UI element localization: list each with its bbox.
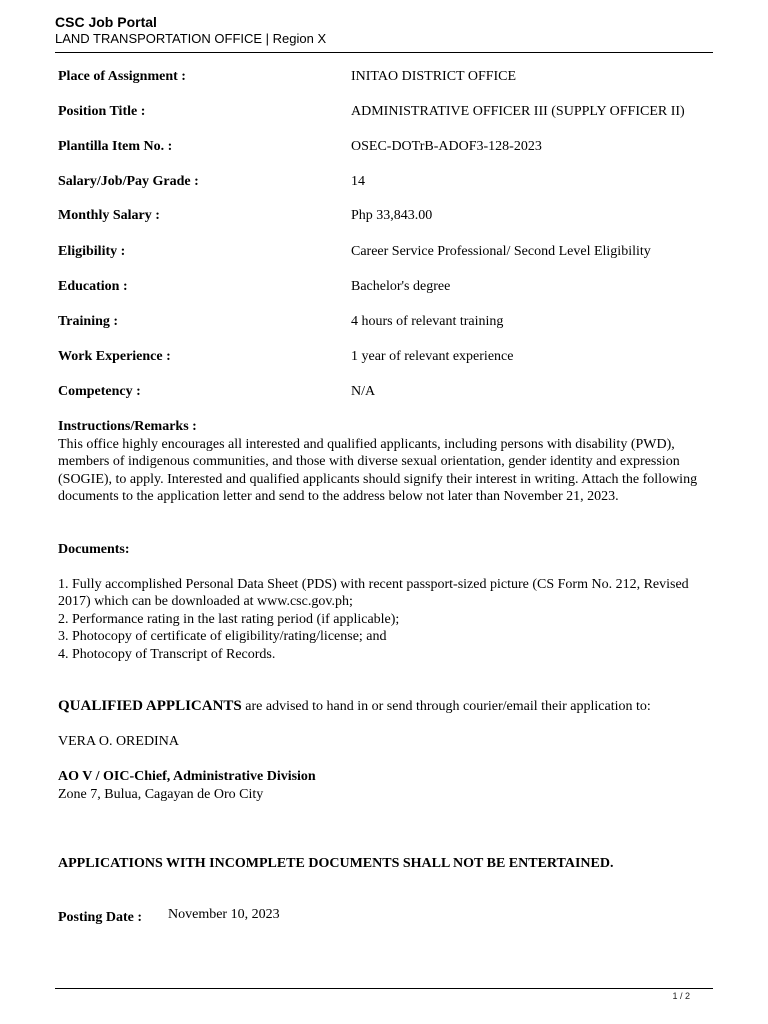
field-value: OSEC-DOTrB-ADOF3-128-2023 <box>351 139 542 154</box>
field-plantilla-item-no <box>58 139 718 159</box>
qualified-applicants-label: QUALIFIED APPLICANTS <box>58 698 242 714</box>
list-item: 4. Photocopy of Transcript of Records. <box>58 646 276 662</box>
field-label: Place of Assignment : <box>58 69 186 84</box>
page-number: 1 / 2 <box>672 991 690 1001</box>
field-label: Training : <box>58 314 119 329</box>
field-label: Plantilla Item No. : <box>58 139 173 154</box>
field-label: Monthly Salary : <box>58 208 160 223</box>
list-item: 1. Fully accomplished Personal Data Sheet (PDS) with recent passport-sized picture (CS Form No. 212, Revised 2017) which can be downloaded at www.csc.gov.ph; <box>58 576 689 609</box>
field-value: 14 <box>351 174 365 189</box>
field-label: Competency : <box>58 384 141 399</box>
instructions-text: This office highly encourages all interested and qualified applicants, including persons with disability (PWD), members of indigenous communities, and those with diverse sexual orientation, gender identity and expression (SOGIE), to apply. Interested and qualified applicants should signify their interest in writing. Attach the following documents to the application letter and send to the address below not later than November 21, 2023. <box>58 436 698 504</box>
contact-title: AO V / OIC-Chief, Administrative Division <box>58 769 316 784</box>
office-line: LAND TRANSPORTATION OFFICE | Region X <box>55 31 327 46</box>
field-competency <box>58 384 718 404</box>
instructions-section <box>58 418 714 506</box>
documents-heading: Documents: <box>58 542 130 557</box>
field-eligibility <box>58 244 718 264</box>
field-value: N/A <box>351 384 376 399</box>
contact-address: Zone 7, Bulua, Cagayan de Oro City <box>58 786 264 802</box>
page-header <box>55 14 715 47</box>
field-education <box>58 279 718 299</box>
field-monthly-salary <box>58 208 718 228</box>
instructions-heading: Instructions/Remarks : <box>58 419 197 434</box>
field-place-of-assignment <box>58 69 718 89</box>
list-item: 3. Photocopy of certificate of eligibility/rating/license; and <box>58 629 387 644</box>
field-value: 1 year of relevant experience <box>351 349 514 364</box>
field-label: Eligibility : <box>58 244 126 259</box>
documents-list <box>58 576 714 664</box>
field-position-title <box>58 104 718 124</box>
field-label: Work Experience : <box>58 349 171 364</box>
field-value: ADMINISTRATIVE OFFICER III (SUPPLY OFFICER II) <box>351 104 685 119</box>
field-label: Position Title : <box>58 104 146 119</box>
field-training <box>58 314 718 334</box>
header-divider <box>55 52 713 53</box>
posting-date-value: November 10, 2023 <box>168 907 280 922</box>
field-salary-grade <box>58 174 718 194</box>
documents-section <box>58 541 714 663</box>
field-value: Career Service Professional/ Second Level Eligibility <box>351 244 651 259</box>
qualified-applicants-text: are advised to hand in or send through courier/email their application to: <box>241 699 651 714</box>
footer-divider <box>55 988 713 989</box>
field-work-experience <box>58 349 718 369</box>
field-value: Bachelor's degree <box>351 279 451 294</box>
posting-date-label: Posting Date : <box>58 910 142 925</box>
field-value: 4 hours of relevant training <box>351 314 504 329</box>
field-value: Php 33,843.00 <box>351 208 433 223</box>
portal-title: CSC Job Portal <box>55 14 157 30</box>
posting-date <box>58 909 714 927</box>
qualified-applicants-notice <box>58 698 714 716</box>
field-label: Salary/Job/Pay Grade : <box>58 174 199 189</box>
contact-block <box>58 768 714 803</box>
list-item: 2. Performance rating in the last rating period (if applicable); <box>58 611 400 627</box>
incomplete-documents-warning: APPLICATIONS WITH INCOMPLETE DOCUMENTS SHALL NOT BE ENTERTAINED. <box>58 856 614 871</box>
field-value: INITAO DISTRICT OFFICE <box>351 69 517 84</box>
field-label: Education : <box>58 279 128 294</box>
contact-name: VERA O. OREDINA <box>58 734 179 749</box>
